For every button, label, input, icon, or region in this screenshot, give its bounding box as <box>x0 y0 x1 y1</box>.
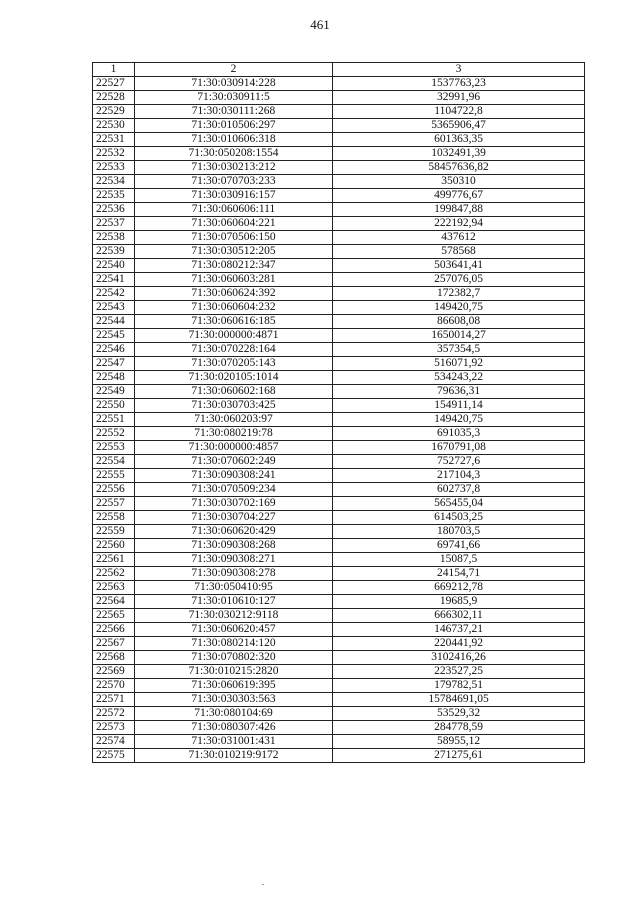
table-row <box>93 623 585 637</box>
cadastral-number-cell: 71:30:080212:347 <box>135 259 333 273</box>
value-cell: 503641,41 <box>333 259 585 273</box>
table-row <box>93 217 585 231</box>
cadastral-number-cell: 71:30:030702:169 <box>135 497 333 511</box>
table-row <box>93 287 585 301</box>
table-row <box>93 735 585 749</box>
table-row <box>93 161 585 175</box>
value-cell: 154911,14 <box>333 399 585 413</box>
row-number-cell: 22563 <box>93 581 135 595</box>
value-cell: 149420,75 <box>333 413 585 427</box>
value-cell: 199847,88 <box>333 203 585 217</box>
table-row <box>93 231 585 245</box>
row-number-cell: 22574 <box>93 735 135 749</box>
row-number-cell: 22527 <box>93 77 135 91</box>
cadastral-number-cell: 71:30:050410:95 <box>135 581 333 595</box>
row-number-cell: 22551 <box>93 413 135 427</box>
row-number-cell: 22572 <box>93 707 135 721</box>
value-cell: 669212,78 <box>333 581 585 595</box>
row-number-cell: 22536 <box>93 203 135 217</box>
value-cell: 32991,96 <box>333 91 585 105</box>
table-row <box>93 455 585 469</box>
cadastral-number-cell: 71:30:060624:392 <box>135 287 333 301</box>
row-number-cell: 22534 <box>93 175 135 189</box>
cadastral-number-cell: 71:30:050208:1554 <box>135 147 333 161</box>
table-row <box>93 651 585 665</box>
row-number-cell: 22568 <box>93 651 135 665</box>
value-cell: 58457636,82 <box>333 161 585 175</box>
value-cell: 602737,8 <box>333 483 585 497</box>
cadastral-number-cell: 71:30:080214:120 <box>135 637 333 651</box>
table-row <box>93 553 585 567</box>
row-number-cell: 22547 <box>93 357 135 371</box>
value-cell: 1104722,8 <box>333 105 585 119</box>
header-row <box>93 63 585 77</box>
table-row <box>93 721 585 735</box>
table-row <box>93 357 585 371</box>
table-row <box>93 637 585 651</box>
value-cell: 691035,3 <box>333 427 585 441</box>
value-cell: 172382,7 <box>333 287 585 301</box>
table-row <box>93 119 585 133</box>
table-row <box>93 105 585 119</box>
value-cell: 1032491,39 <box>333 147 585 161</box>
page-number: 461 <box>310 17 330 32</box>
table-row <box>93 385 585 399</box>
table-row <box>93 91 585 105</box>
value-cell: 534243,22 <box>333 371 585 385</box>
cadastral-number-cell: 71:30:000000:4871 <box>135 329 333 343</box>
table-row <box>93 371 585 385</box>
row-number-cell: 22544 <box>93 315 135 329</box>
cadastral-number-cell: 71:30:070703:233 <box>135 175 333 189</box>
row-number-cell: 22570 <box>93 679 135 693</box>
table-row <box>93 329 585 343</box>
table-row <box>93 707 585 721</box>
value-cell: 614503,25 <box>333 511 585 525</box>
cadastral-number-cell: 71:30:090308:278 <box>135 567 333 581</box>
cadastral-number-cell: 71:30:090308:268 <box>135 539 333 553</box>
value-cell: 146737,21 <box>333 623 585 637</box>
cadastral-number-cell: 71:30:060620:429 <box>135 525 333 539</box>
value-cell: 86608,08 <box>333 315 585 329</box>
cadastral-number-cell: 71:30:030911:5 <box>135 91 333 105</box>
table-row <box>93 189 585 203</box>
value-cell: 499776,67 <box>333 189 585 203</box>
row-number-cell: 22571 <box>93 693 135 707</box>
footer-mark <box>262 884 264 885</box>
table-row <box>93 497 585 511</box>
value-cell: 666302,11 <box>333 609 585 623</box>
table-row <box>93 399 585 413</box>
table-row <box>93 315 585 329</box>
row-number-cell: 22567 <box>93 637 135 651</box>
row-number-cell: 22555 <box>93 469 135 483</box>
row-number-cell: 22542 <box>93 287 135 301</box>
table-row <box>93 581 585 595</box>
value-cell: 217104,3 <box>333 469 585 483</box>
row-number-cell: 22561 <box>93 553 135 567</box>
cadastral-number-cell: 71:30:010506:297 <box>135 119 333 133</box>
value-cell: 58955,12 <box>333 735 585 749</box>
value-cell: 437612 <box>333 231 585 245</box>
value-cell: 19685,9 <box>333 595 585 609</box>
row-number-cell: 22575 <box>93 749 135 763</box>
row-number-cell: 22573 <box>93 721 135 735</box>
cadastral-number-cell: 71:30:030512:205 <box>135 245 333 259</box>
value-cell: 350310 <box>333 175 585 189</box>
cadastral-number-cell: 71:30:070509:234 <box>135 483 333 497</box>
value-cell: 1537763,23 <box>333 77 585 91</box>
table-row <box>93 665 585 679</box>
row-number-cell: 22541 <box>93 273 135 287</box>
cadastral-number-cell: 71:30:060616:185 <box>135 315 333 329</box>
value-cell: 149420,75 <box>333 301 585 315</box>
row-number-cell: 22550 <box>93 399 135 413</box>
value-cell: 79636,31 <box>333 385 585 399</box>
cadastral-number-cell: 71:30:030703:425 <box>135 399 333 413</box>
cadastral-number-cell: 71:30:060203:97 <box>135 413 333 427</box>
cadastral-number-cell: 71:30:030212:9118 <box>135 609 333 623</box>
row-number-cell: 22540 <box>93 259 135 273</box>
cadastral-number-cell: 71:30:030111:268 <box>135 105 333 119</box>
cadastral-number-cell: 71:30:070228:164 <box>135 343 333 357</box>
table-row <box>93 427 585 441</box>
row-number-cell: 22533 <box>93 161 135 175</box>
table-row <box>93 259 585 273</box>
value-cell: 1650014,27 <box>333 329 585 343</box>
value-cell: 24154,71 <box>333 567 585 581</box>
row-number-cell: 22532 <box>93 147 135 161</box>
value-cell: 516071,92 <box>333 357 585 371</box>
table-body <box>93 77 585 763</box>
value-cell: 180703,5 <box>333 525 585 539</box>
table-row <box>93 539 585 553</box>
column-header-number: 1 <box>93 63 135 77</box>
cadastral-number-cell: 71:30:010606:318 <box>135 133 333 147</box>
cadastral-number-cell: 71:30:070205:143 <box>135 357 333 371</box>
value-cell: 257076,05 <box>333 273 585 287</box>
table-row <box>93 77 585 91</box>
table-row <box>93 511 585 525</box>
table-row <box>93 525 585 539</box>
table-row <box>93 679 585 693</box>
value-cell: 5365906,47 <box>333 119 585 133</box>
table-row <box>93 469 585 483</box>
cadastral-number-cell: 71:30:030914:228 <box>135 77 333 91</box>
value-cell: 601363,35 <box>333 133 585 147</box>
cadastral-number-cell: 71:30:010215:2820 <box>135 665 333 679</box>
row-number-cell: 22528 <box>93 91 135 105</box>
cadastral-number-cell: 71:30:090308:271 <box>135 553 333 567</box>
row-number-cell: 22558 <box>93 511 135 525</box>
row-number-cell: 22538 <box>93 231 135 245</box>
row-number-cell: 22560 <box>93 539 135 553</box>
table-row <box>93 175 585 189</box>
row-number-cell: 22535 <box>93 189 135 203</box>
row-number-cell: 22554 <box>93 455 135 469</box>
value-cell: 1670791,08 <box>333 441 585 455</box>
value-cell: 222192,94 <box>333 217 585 231</box>
row-number-cell: 22545 <box>93 329 135 343</box>
value-cell: 752727,6 <box>333 455 585 469</box>
table-row <box>93 595 585 609</box>
value-cell: 357354,5 <box>333 343 585 357</box>
value-cell: 179782,51 <box>333 679 585 693</box>
cadastral-number-cell: 71:30:080104:69 <box>135 707 333 721</box>
table-row <box>93 483 585 497</box>
column-header-value: 3 <box>333 63 585 77</box>
cadastral-number-cell: 71:30:030916:157 <box>135 189 333 203</box>
row-number-cell: 22549 <box>93 385 135 399</box>
cadastral-number-cell: 71:30:060602:168 <box>135 385 333 399</box>
row-number-cell: 22546 <box>93 343 135 357</box>
value-cell: 565455,04 <box>333 497 585 511</box>
cadastral-number-cell: 71:30:060619:395 <box>135 679 333 693</box>
value-cell: 15087,5 <box>333 553 585 567</box>
value-cell: 284778,59 <box>333 721 585 735</box>
value-cell: 223527,25 <box>333 665 585 679</box>
cadastral-number-cell: 71:30:030303:563 <box>135 693 333 707</box>
table-row <box>93 133 585 147</box>
cadastral-number-cell: 71:30:010219:9172 <box>135 749 333 763</box>
cadastral-value-table <box>92 62 585 763</box>
row-number-cell: 22566 <box>93 623 135 637</box>
table-row <box>93 203 585 217</box>
table-header <box>93 63 585 77</box>
cadastral-number-cell: 71:30:070602:249 <box>135 455 333 469</box>
value-cell: 220441,92 <box>333 637 585 651</box>
row-number-cell: 22539 <box>93 245 135 259</box>
value-cell: 15784691,05 <box>333 693 585 707</box>
cadastral-number-cell: 71:30:010610:127 <box>135 595 333 609</box>
row-number-cell: 22537 <box>93 217 135 231</box>
value-cell: 271275,61 <box>333 749 585 763</box>
row-number-cell: 22548 <box>93 371 135 385</box>
table-row <box>93 693 585 707</box>
cadastral-number-cell: 71:30:000000:4857 <box>135 441 333 455</box>
row-number-cell: 22553 <box>93 441 135 455</box>
cadastral-number-cell: 71:30:070506:150 <box>135 231 333 245</box>
row-number-cell: 22531 <box>93 133 135 147</box>
row-number-cell: 22564 <box>93 595 135 609</box>
table-row <box>93 301 585 315</box>
table-row <box>93 273 585 287</box>
cadastral-number-cell: 71:30:080307:426 <box>135 721 333 735</box>
table-row <box>93 343 585 357</box>
cadastral-number-cell: 71:30:030704:227 <box>135 511 333 525</box>
cadastral-number-cell: 71:30:060606:111 <box>135 203 333 217</box>
column-header-cadastral-number: 2 <box>135 63 333 77</box>
cadastral-number-cell: 71:30:060603:281 <box>135 273 333 287</box>
value-cell: 3102416,26 <box>333 651 585 665</box>
cadastral-number-cell: 71:30:060604:232 <box>135 301 333 315</box>
table-row <box>93 245 585 259</box>
table-row <box>93 413 585 427</box>
cadastral-number-cell: 71:30:090308:241 <box>135 469 333 483</box>
row-number-cell: 22569 <box>93 665 135 679</box>
cadastral-number-cell: 71:30:070802:320 <box>135 651 333 665</box>
cadastral-number-cell: 71:30:060604:221 <box>135 217 333 231</box>
value-cell: 578568 <box>333 245 585 259</box>
table-row <box>93 609 585 623</box>
cadastral-number-cell: 71:30:080219:78 <box>135 427 333 441</box>
table-row <box>93 147 585 161</box>
row-number-cell: 22529 <box>93 105 135 119</box>
row-number-cell: 22565 <box>93 609 135 623</box>
row-number-cell: 22552 <box>93 427 135 441</box>
row-number-cell: 22562 <box>93 567 135 581</box>
cadastral-number-cell: 71:30:030213:212 <box>135 161 333 175</box>
row-number-cell: 22556 <box>93 483 135 497</box>
row-number-cell: 22543 <box>93 301 135 315</box>
value-cell: 53529,32 <box>333 707 585 721</box>
table-row <box>93 567 585 581</box>
row-number-cell: 22559 <box>93 525 135 539</box>
table-row <box>93 441 585 455</box>
table-row <box>93 749 585 763</box>
cadastral-number-cell: 71:30:020105:1014 <box>135 371 333 385</box>
row-number-cell: 22557 <box>93 497 135 511</box>
row-number-cell: 22530 <box>93 119 135 133</box>
cadastral-number-cell: 71:30:031001:431 <box>135 735 333 749</box>
value-cell: 69741,66 <box>333 539 585 553</box>
cadastral-number-cell: 71:30:060620:457 <box>135 623 333 637</box>
